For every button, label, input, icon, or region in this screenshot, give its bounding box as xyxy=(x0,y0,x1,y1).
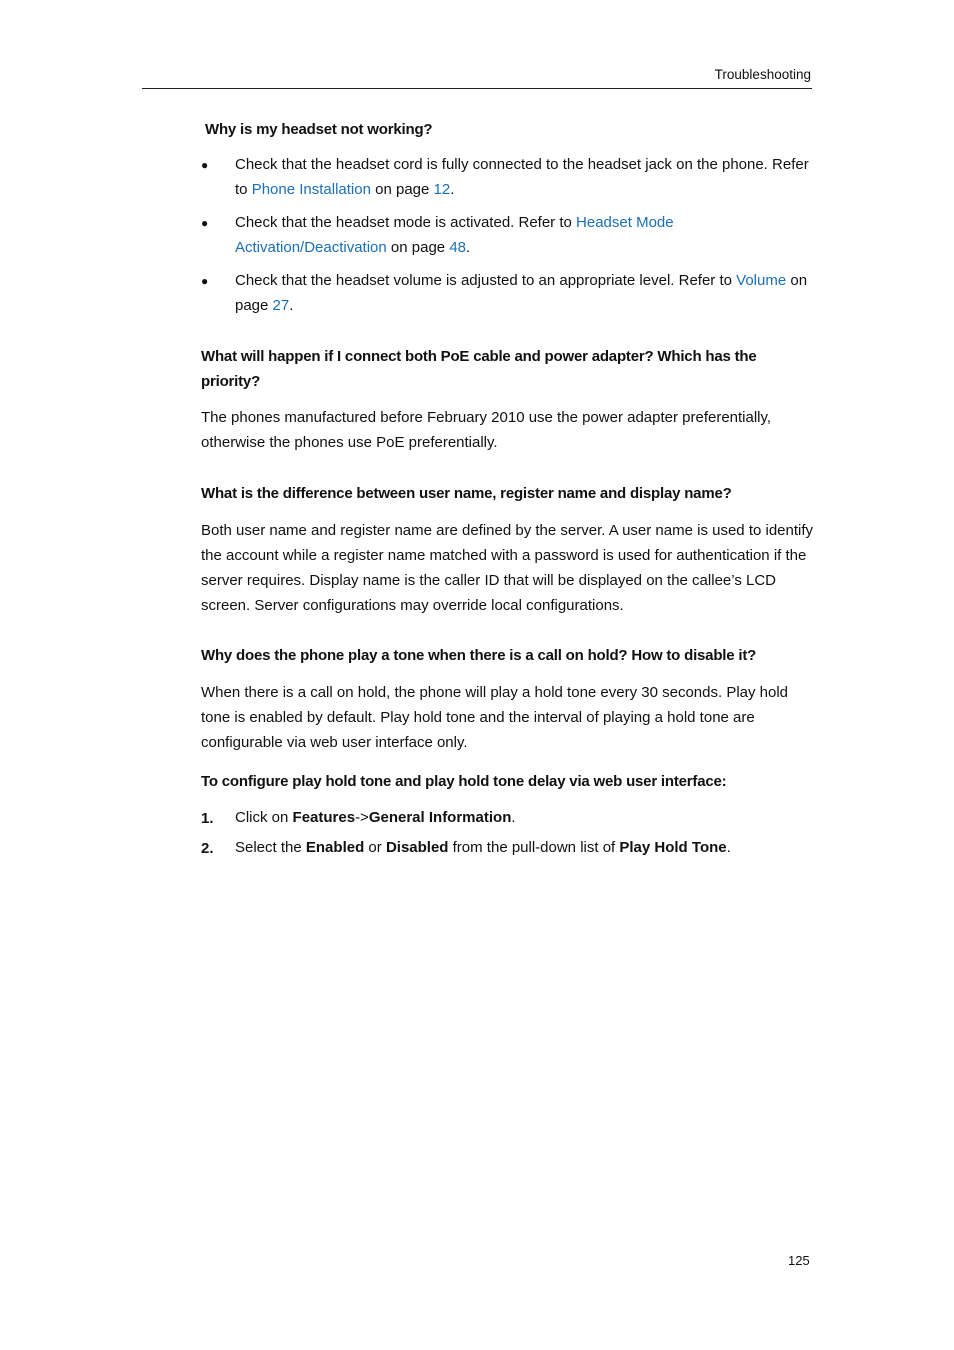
general-information-ref: General Information xyxy=(368,809,512,826)
bullet-icon: ● xyxy=(201,274,209,288)
phone-installation-link[interactable]: Phone Installation xyxy=(251,181,371,198)
headset-bullet-2: Check that the headset mode is activated. Refer to Headset Mode Activation/Deactivation on page 48. xyxy=(235,214,674,256)
page-48-link[interactable]: 48 xyxy=(449,239,466,256)
procedure-title: To configure play hold tone and play hold tone delay via web user interface: xyxy=(201,773,727,790)
page-12-link[interactable]: 12 xyxy=(433,181,451,198)
page-27-link[interactable]: 27 xyxy=(272,297,290,314)
hold-answer: When there is a call on hold, the phone will play a hold tone every 30 seconds. Play hold tone is enabled by default. Play hold tone and the interval of playing a hold tone are configurable via web user interface only. xyxy=(201,684,789,751)
headset-bullet-3: Check that the headset volume is adjusted to an appropriate level. Refer to Volume on page 27. xyxy=(235,272,808,314)
running-header: Troubleshooting xyxy=(714,67,811,82)
page-number: 125 xyxy=(788,1253,810,1268)
hold-question: Why does the phone play a tone when there is a call on hold? How to disable it? xyxy=(201,647,757,664)
names-question: What is the difference between user name, register name and display name? xyxy=(201,485,732,502)
step-2: Select the Enabled or Disabled from the pull-down list of Play Hold Tone. xyxy=(235,839,731,856)
poe-question: What will happen if I connect both PoE cable and power adapter? Which has the priority? xyxy=(201,348,757,390)
names-answer: Both user name and register name are defined by the server. A user name is used to identify the account while a register name matched with a password is used for authentication if the server requires. Display name is the caller ID that will be displayed on the callee’s LCD screen. Server configurations may override local configurations. xyxy=(201,522,814,614)
headset-question: Why is my headset not working? xyxy=(205,121,433,138)
step-1: Click on Features->General Information. xyxy=(235,809,516,826)
poe-answer: The phones manufactured before February 2010 use the power adapter preferentially, otherwise the phones use PoE preferentially. xyxy=(201,409,772,451)
bullet-icon: ● xyxy=(201,158,209,172)
disabled-option-ref: Disabled xyxy=(385,839,449,856)
play-hold-tone-ref: Play Hold Tone xyxy=(619,839,727,856)
volume-link[interactable]: Volume xyxy=(736,272,787,289)
bullet-icon: ● xyxy=(201,216,209,230)
features-menu-ref: Features xyxy=(292,809,356,826)
headset-mode-link[interactable]: Headset Mode Activation/Deactivation xyxy=(235,214,674,256)
headset-bullet-1: Check that the headset cord is fully connected to the headset jack on the phone. Refer to Phone Installation on page 12. xyxy=(235,156,809,198)
step-number: 1. xyxy=(201,810,214,827)
header-divider xyxy=(142,88,812,89)
enabled-option-ref: Enabled xyxy=(305,839,365,856)
step-number: 2. xyxy=(201,840,214,857)
